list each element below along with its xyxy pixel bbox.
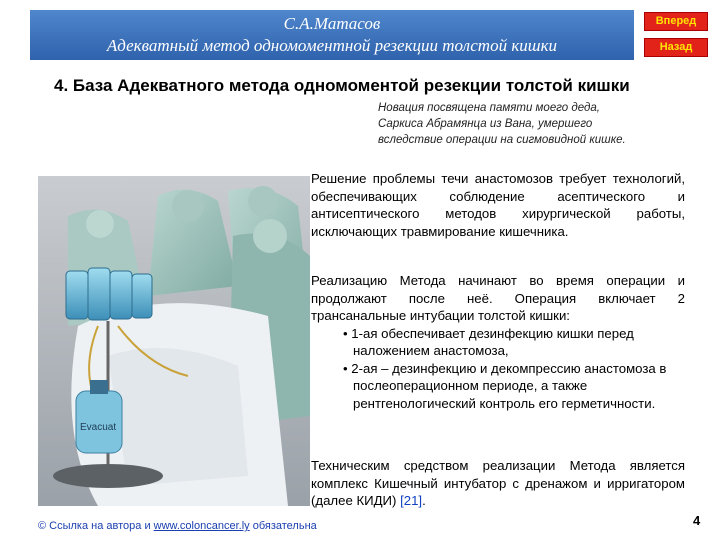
dedication-note <box>378 100 688 148</box>
list-item: • 2-ая – дезинфекцию и декомпрессию анастомоза в послеоперационном периоде, а также рентгенологический контроль его герметичности. <box>343 360 667 411</box>
surgery-photo <box>38 176 310 506</box>
footer-suffix: обязательна <box>249 520 317 532</box>
paragraph-method-text: Реализацию Метода начинают во время операции и продолжают после неё. Операция включает 2 трансанальные интубации толстой кишки: <box>311 273 685 323</box>
device-text: Техническим средством реализации Метода является комплекс Кишечный интубатор с дренажом и ирригатором (далее КИДИ) <box>311 458 685 508</box>
paragraph-problem: Решение проблемы течи анастомозов требует технологий, обеспечивающих соблюдение асептического и антисептического методов хирургической работы, исключающих травмирование кишечника. <box>311 171 685 239</box>
page-number: 4 <box>693 513 701 528</box>
footer-copyright <box>38 520 317 532</box>
list-item: • 1-ая обеспечивает дезинфекцию кишки перед наложением анастомоза, <box>343 325 634 358</box>
reference-link[interactable]: [21] <box>400 493 423 508</box>
paragraph-device <box>311 457 685 510</box>
footer-prefix: © Ссылка на автора и <box>38 520 154 532</box>
slide-header <box>30 10 634 60</box>
slide-title: 4. База Адекватного метода одномоментой резекции толстой кишки <box>54 76 630 95</box>
intubation-list <box>311 325 685 413</box>
next-button[interactable]: Вперед <box>644 12 708 31</box>
paragraph-method <box>311 272 685 412</box>
back-button[interactable]: Назад <box>644 38 708 57</box>
device-text-end: . <box>422 493 426 508</box>
presentation-title: Адекватный метод одномоментной резекции толстой кишки <box>106 36 558 55</box>
bottle-label: Evacuat <box>80 422 117 433</box>
dedication-line: вследствие операции на сигмовидной кишке. <box>378 134 626 146</box>
dedication-line: Саркиса Абрамянца из Вана, умершего <box>378 118 593 130</box>
author-name: С.А.Матасов <box>283 14 381 33</box>
dedication-line: Новация посвящена памяти моего деда, <box>378 102 600 114</box>
website-link[interactable]: www.coloncancer.ly <box>153 520 250 532</box>
